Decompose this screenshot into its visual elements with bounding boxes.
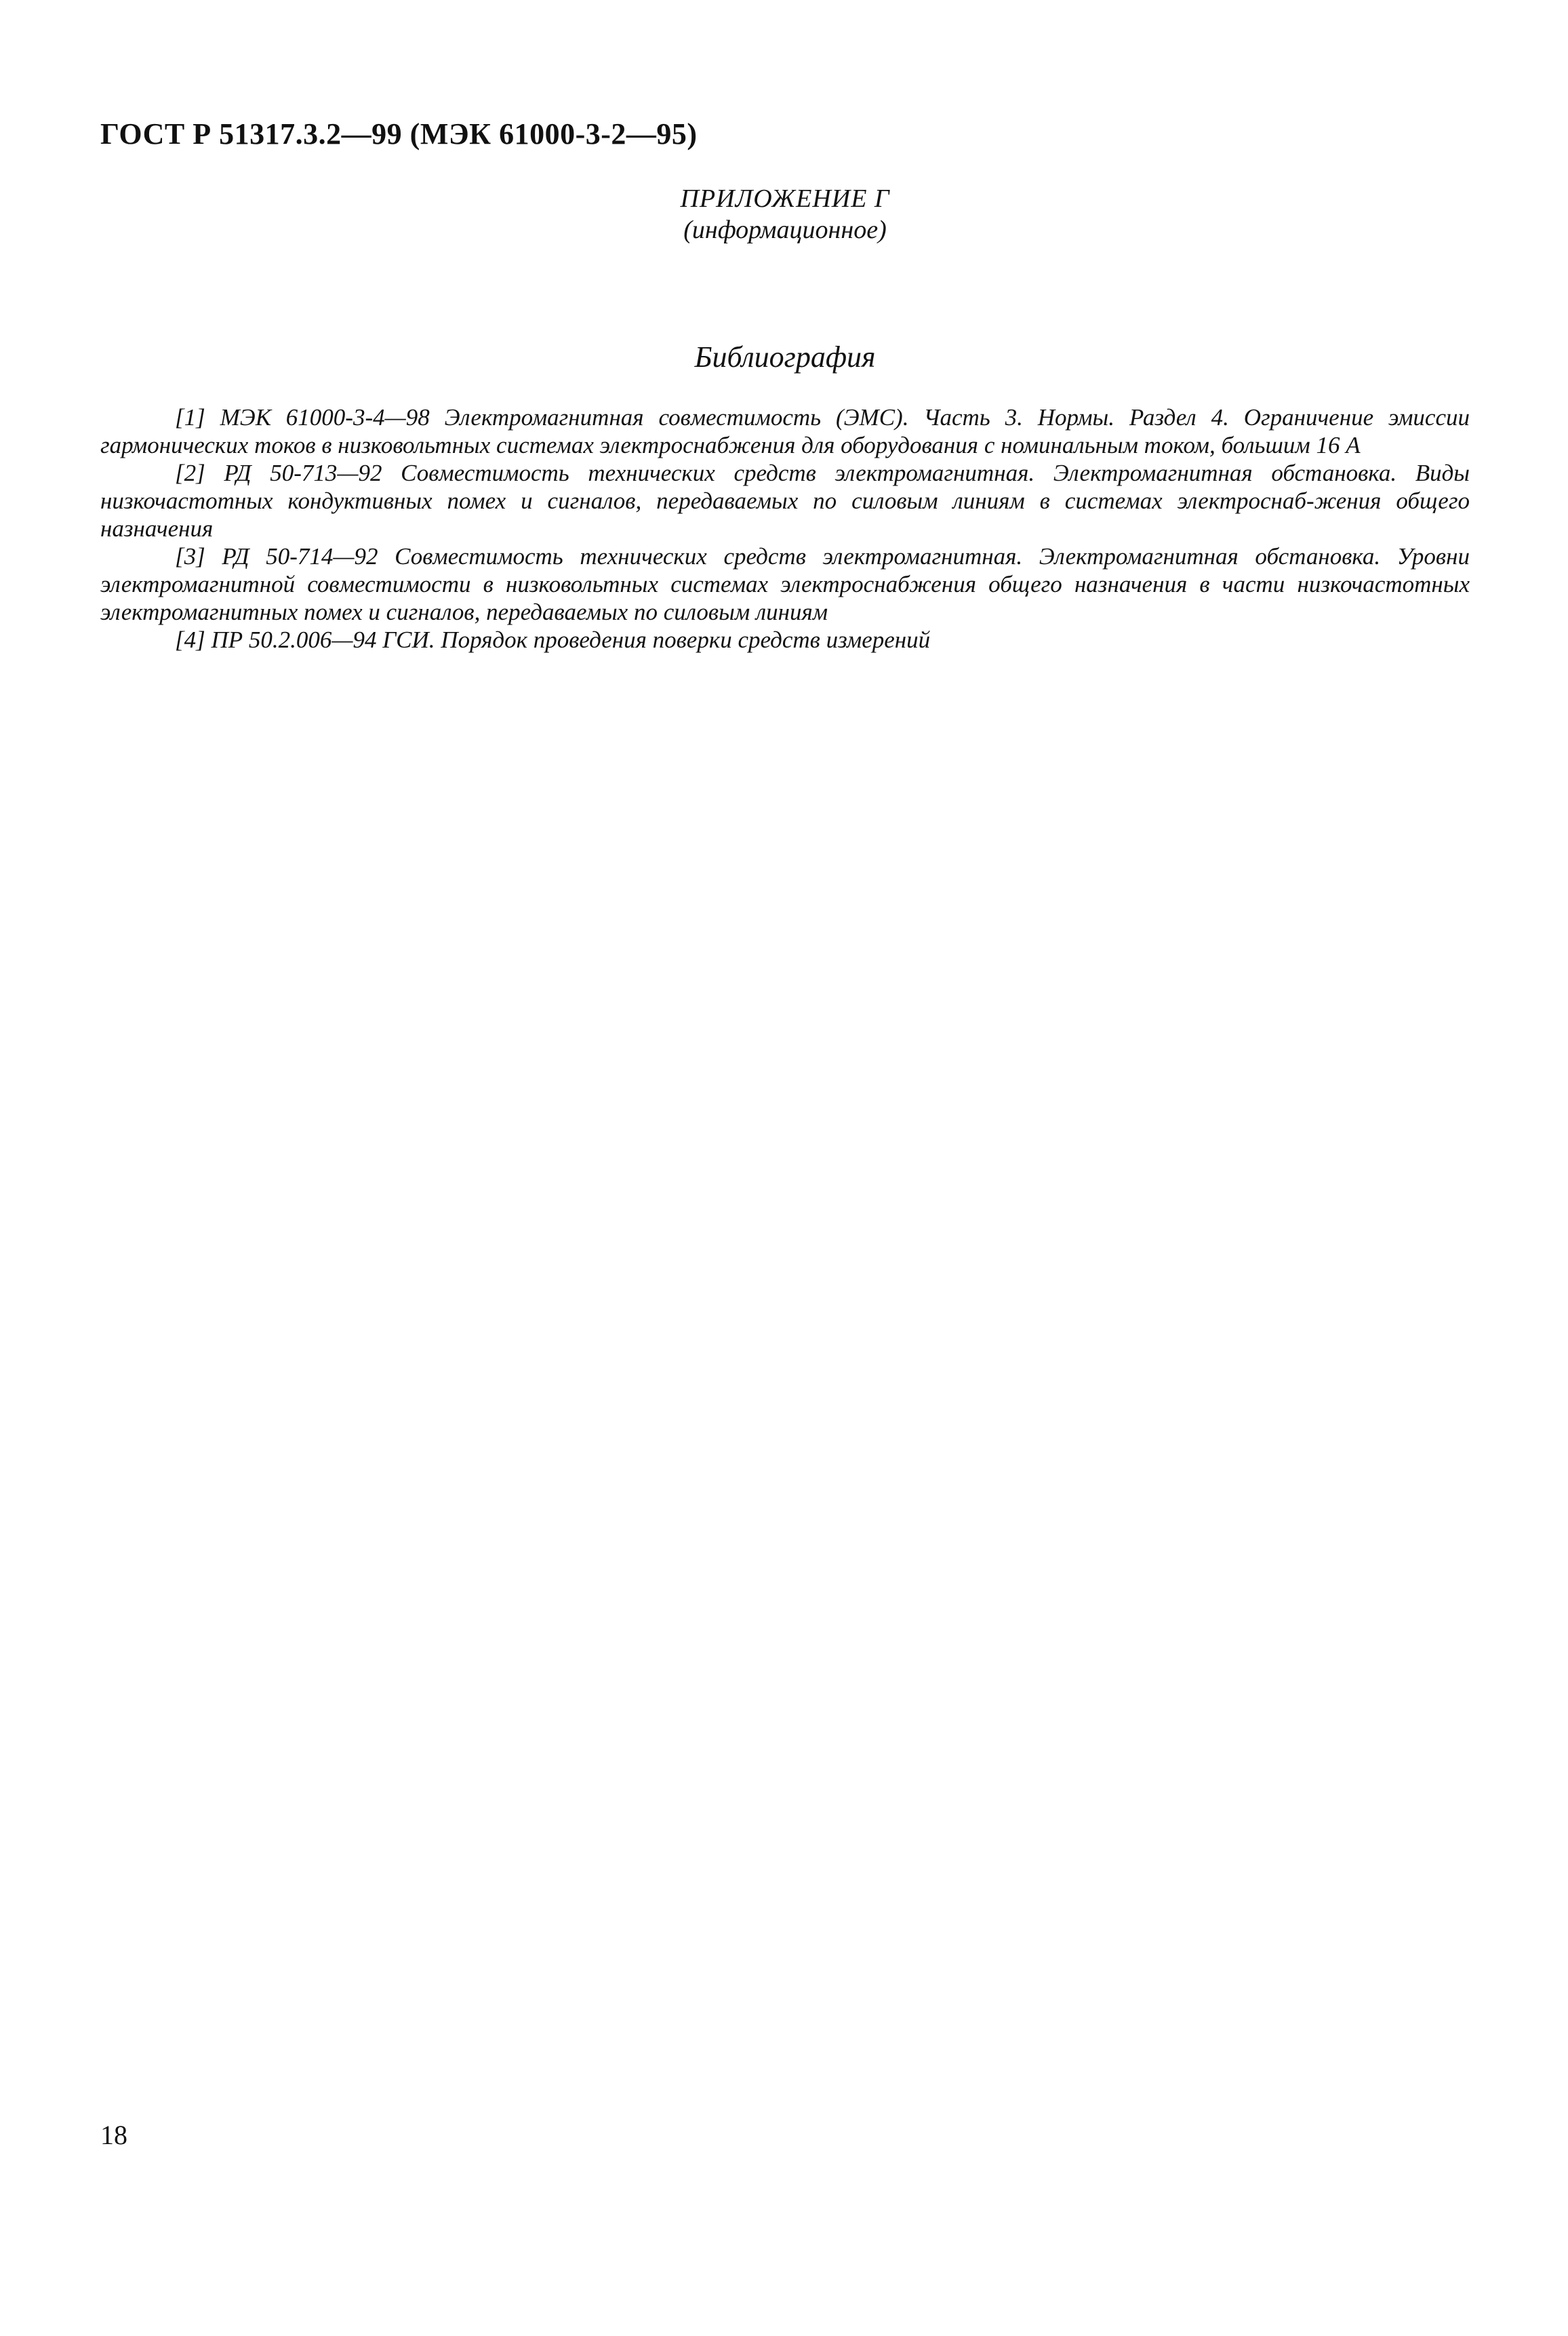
bibliography-item: [3] РД 50-714—92 Совместимость технических средств электромагнитная. Электромагнитная обстановка. Уровни электромагнитной совместимости в низковольтных системах электроснабжения общего назначения в части низкочастотных электромагнитных помех и сигналов, передаваемых по силовым линиям <box>100 543 1470 625</box>
bibliography-item: [2] РД 50-713—92 Совместимость технических средств электромагнитная. Электромагнитная обстановка. Виды низкочастотных кондуктивных помех и сигналов, передаваемых по силовым линиям в системах электроснаб-жения общего назначения <box>100 460 1470 542</box>
bibliography-heading: Библиография <box>694 340 876 374</box>
bibliography-item: [4] ПР 50.2.006—94 ГСИ. Порядок проведения поверки средств измерений <box>175 627 931 653</box>
appendix-subtitle: (информационное) <box>683 216 887 244</box>
bibliography-item: [1] МЭК 61000-3-4—98 Электромагнитная совместимость (ЭМС). Часть 3. Нормы. Раздел 4. Ограничение эмиссии гармонических токов в низковольтных системах электроснабжения для оборудования с номинальным током, большим 16 А <box>100 404 1470 458</box>
appendix-heading-block <box>100 183 1470 245</box>
appendix-title: ПРИЛОЖЕНИЕ Г <box>680 184 890 213</box>
bibliography-list <box>100 403 1470 654</box>
standard-code-header: ГОСТ Р 51317.3.2—99 (МЭК 61000-3-2—95) <box>100 117 698 151</box>
page-number: 18 <box>100 2120 127 2150</box>
